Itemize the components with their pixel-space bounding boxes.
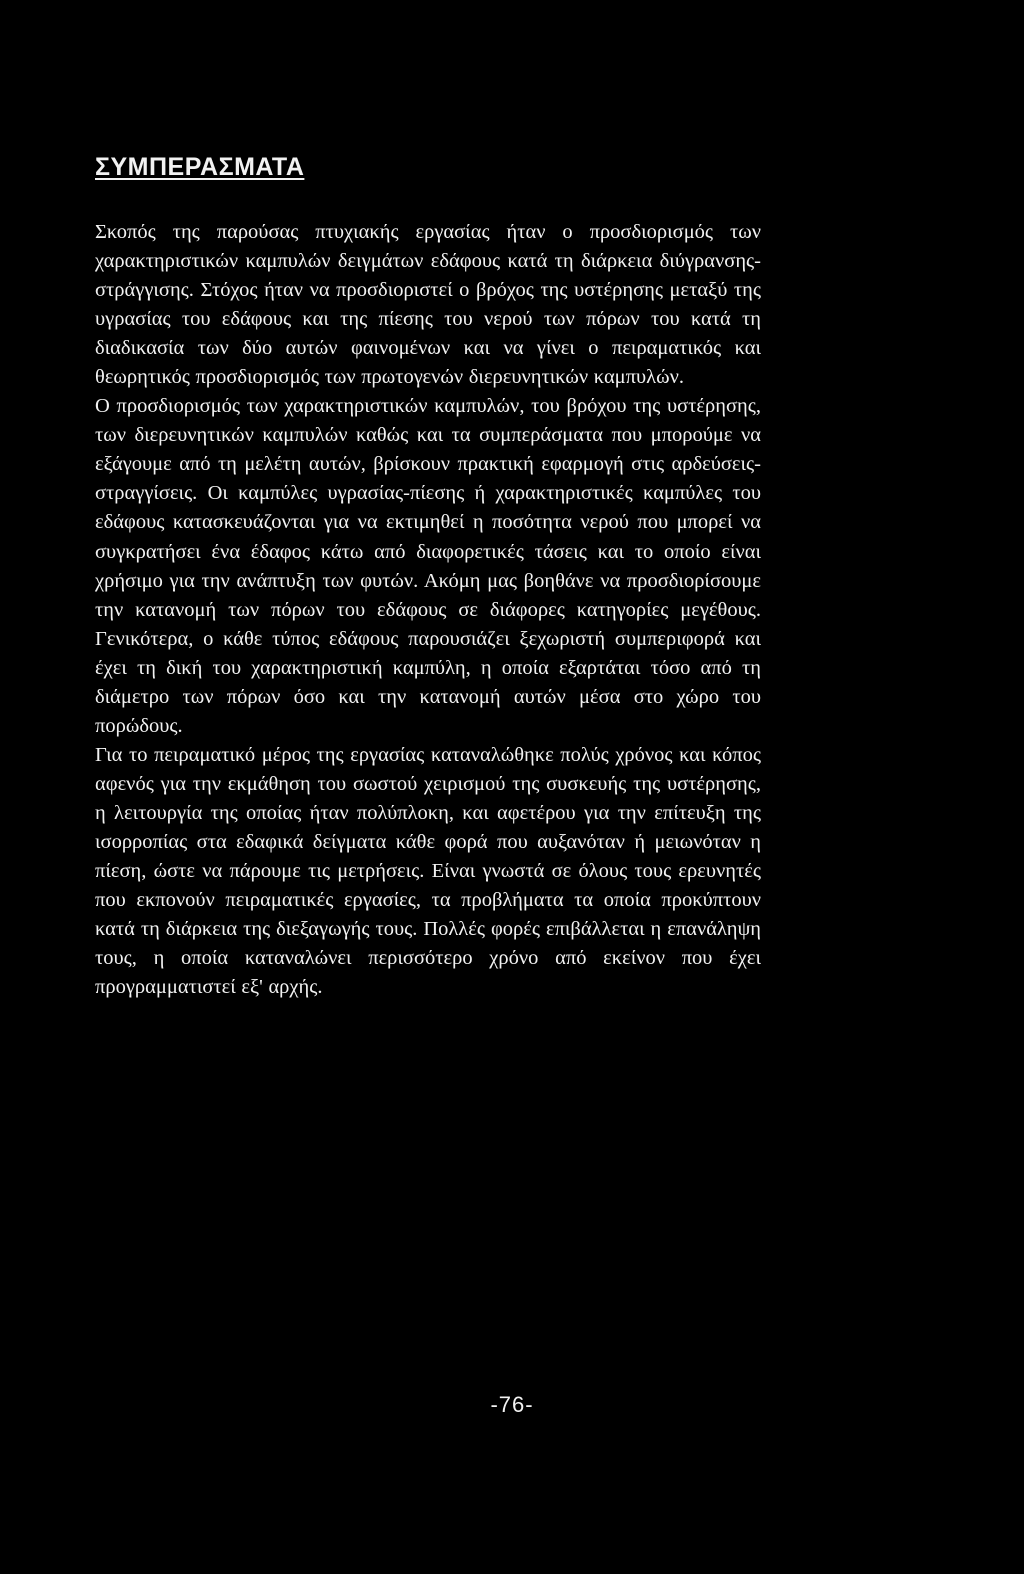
- page-number: -76-: [490, 1392, 534, 1417]
- body-text: [95, 218, 761, 1002]
- section-heading: ΣΥΜΠΕΡΑΣΜΑΤΑ: [95, 153, 305, 181]
- paragraph-aim: Σκοπός της παρούσας πτυχιακής εργασίας ήταν ο προσδιορισμός των χαρακτηριστικών καμπυλών δειγμάτων εδάφους κατά τη διάρκεια διύγρανσης-στράγγισης. Στόχος ήταν να προσδιοριστεί ο βρόχος της υστέρησης μεταξύ της υγρασίας του εδάφους και της πίεσης του νερού των πόρων του κατά τη διαδικασία των δύο αυτών φαινομένων και να γίνει ο πειραματικός και θεωρητικός προσδιορισμός των πρωτογενών διερευνητικών καμπυλών.: [95, 221, 761, 389]
- paragraph-applications: Ο προσδιορισμός των χαρακτηριστικών καμπυλών, του βρόχου της υστέρησης, των διερευνητικών καμπυλών καθώς και τα συμπεράσματα που μπορούμε να εξάγουμε από τη μελέτη αυτών, βρίσκουν πρακτική εφαρμογή στις αρδεύσεις-στραγγίσεις. Οι καμπύλες υγρασίας-πίεσης ή χαρακτηριστικές καμπύλες του εδάφους κατασκευάζονται για να εκτιμηθεί η ποσότητα νερού που μπορεί να συγκρατήσει ένα έδαφος κάτω από διαφορετικές τάσεις και το οποίο είναι χρήσιμο για την ανάπτυξη των φυτών. Ακόμη μας βοηθάνε να προσδιορίσουμε την κατανομή των πόρων του εδάφους σε διάφορες κατηγορίες μεγέθους. Γενικότερα, ο κάθε τύπος εδάφους παρουσιάζει ξεχωριστή συμπεριφορά και έχει τη δική του χαρακτηριστική καμπύλη, η οποία εξαρτάται τόσο από τη διάμετρο των πόρων όσο και την κατανομή αυτών μέσα στο χώρο του πορώδους.: [95, 395, 761, 737]
- paragraph-experimental: Για το πειραματικό μέρος της εργασίας καταναλώθηκε πολύς χρόνος και κόπος αφενός για την εκμάθηση του σωστού χειρισμού της συσκευής της υστέρησης, η λειτουργία της οποίας ήταν πολύπλοκη, και αφετέρου για την επίτευξη της ισορροπίας στα εδαφικά δείγματα κάθε φορά που αυξανόταν ή μειωνόταν η πίεση, ώστε να πάρουμε τις μετρήσεις. Είναι γνωστά σε όλους τους ερευνητές που εκπονούν πειραματικές εργασίες, τα προβλήματα τα οποία προκύπτουν κατά τη διάρκεια της διεξαγωγής τους. Πολλές φορές επιβάλλεται η επανάληψη τους, η οποία καταναλώνει περισσότερο χρόνο από εκείνον που έχει προγραμματιστεί εξ' αρχής.: [95, 743, 761, 999]
